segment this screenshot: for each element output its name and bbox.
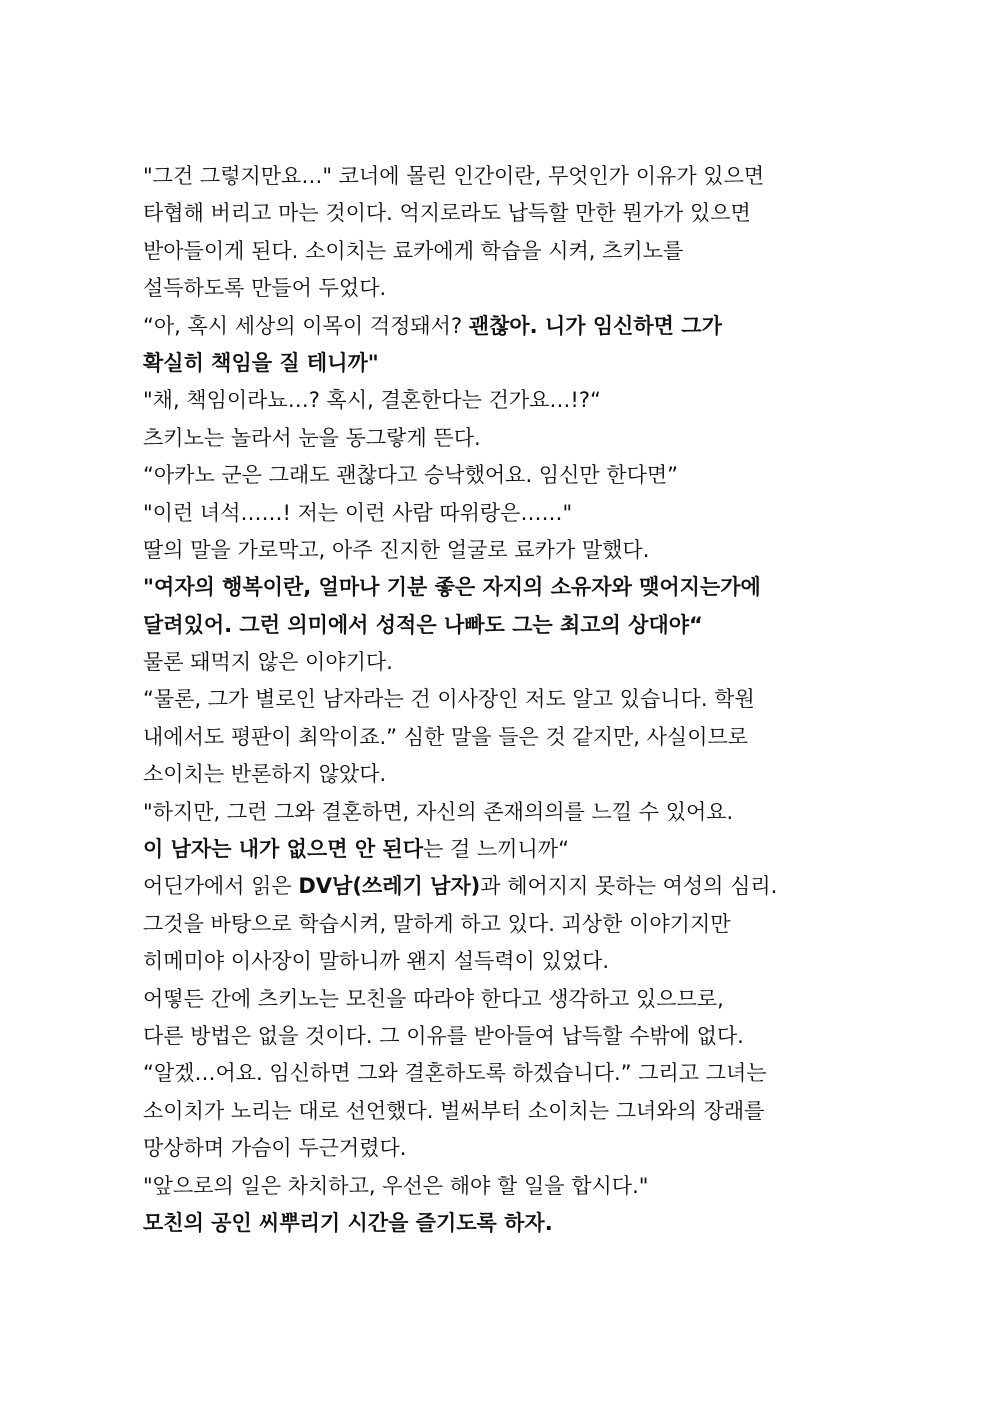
bold-text-segment: 모친의 공인 씨뿌리기 시간을 즐기도록 하자. [143,1210,553,1235]
text-segment: “아카노 군은 그래도 괜찮다고 승낙했어요. 임신만 한다면” [143,463,679,488]
text-segment: 소이치는 반론하지 않았다. [143,762,387,787]
text-line [143,158,855,195]
text-line [143,831,855,868]
text-line [143,756,855,793]
text-segment: 어딘가에서 읽은 [143,874,299,899]
text-segment: "채, 책임이라뇨…? 혹시, 결혼한다는 건가요…!?“ [143,388,601,413]
bold-text-segment: 이 남자는 내가 없으면 안 된다 [143,837,423,862]
text-line [143,308,855,345]
text-segment: "앞으로의 일은 차치하고, 우선은 해야 할 일을 합시다." [143,1173,649,1198]
text-segment: 딸의 말을 가로막고, 아주 진지한 얼굴로 료카가 말했다. [143,537,650,562]
text-line [143,382,855,419]
text-segment: 츠키노는 놀라서 눈을 동그랗게 뜬다. [143,425,481,450]
text-line [143,1168,855,1205]
text-segment: "그건 그렇지만요…" 코너에 몰린 인간이란, 무엇인가 이유가 있으면 [143,164,765,188]
text-segment: 히메미야 이사장이 말하니까 왠지 설득력이 있었다. [143,949,610,974]
text-line [143,1055,855,1092]
text-line [143,1093,855,1130]
text-line [143,233,855,270]
text-segment: 타협해 버리고 마는 것이다. 억지로라도 납득할 만한 뭔가가 있으면 [143,201,751,226]
text-line [143,906,855,943]
text-line [143,270,855,307]
text-line [143,794,855,831]
bold-text-segment: 달려있어. 그런 의미에서 성적은 나빠도 그는 최고의 상대야“ [143,612,703,637]
text-segment: 설득하도록 만들어 두었다. [143,276,387,301]
text-segment: 물론 돼먹지 않은 이야기다. [143,650,393,675]
bold-text-segment: 괜찮아. 니가 임신하면 그가 [468,313,722,338]
text-segment: 그것을 바탕으로 학습시켜, 말하게 하고 있다. 괴상한 이야기지만 [143,911,731,936]
text-line [143,1205,855,1242]
body-text [143,158,855,1242]
text-line [143,569,855,606]
text-line [143,607,855,644]
text-line [143,644,855,681]
text-line [143,195,855,232]
text-line [143,943,855,980]
bold-text-segment: DV남(쓰레기 남자) [298,874,481,899]
text-line [143,1130,855,1167]
text-segment: 과 헤어지지 못하는 여성의 심리. [480,874,778,899]
bold-text-segment: "여자의 행복이란, 얼마나 기분 좋은 자지의 소유자와 맺어지는가에 [143,575,761,600]
text-line [143,345,855,382]
text-segment: 망상하며 가슴이 두근거렸다. [143,1136,407,1161]
text-line [143,719,855,756]
text-segment: “알겠…어요. 임신하면 그와 결혼하도록 하겠습니다.” 그리고 그녀는 [143,1061,767,1086]
bold-text-segment: 확실히 책임을 질 테니까" [143,350,379,375]
text-segment: 소이치가 노리는 대로 선언했다. 벌써부터 소이치는 그녀와의 장래를 [143,1098,765,1123]
text-line [143,495,855,532]
text-line [143,681,855,718]
text-line [143,981,855,1018]
text-line [143,457,855,494]
text-segment: "이런 녀석……! 저는 이런 사람 따위랑은……" [143,500,573,525]
text-segment: 어떻든 간에 츠키노는 모친을 따라야 한다고 생각하고 있으므로, [143,986,724,1011]
text-line [143,868,855,905]
text-line [143,532,855,569]
text-segment: “아, 혹시 세상의 이목이 걱정돼서? [143,313,469,338]
text-segment: “물론, 그가 별로인 남자라는 건 이사장인 저도 알고 있습니다. 학원 [143,687,755,712]
text-line [143,1018,855,1055]
text-segment: 는 걸 느끼니까“ [423,837,569,862]
text-segment: 받아들이게 된다. 소이치는 료카에게 학습을 시켜, 츠키노를 [143,238,684,263]
text-segment: 내에서도 평판이 최악이죠.” 심한 말을 들은 것 같지만, 사실이므로 [143,724,749,749]
text-segment: "하지만, 그런 그와 결혼하면, 자신의 존재의의를 느낄 수 있어요. [143,799,734,824]
text-segment: 다른 방법은 없을 것이다. 그 이유를 받아들여 납득할 수밖에 없다. [143,1023,744,1048]
text-line [143,420,855,457]
